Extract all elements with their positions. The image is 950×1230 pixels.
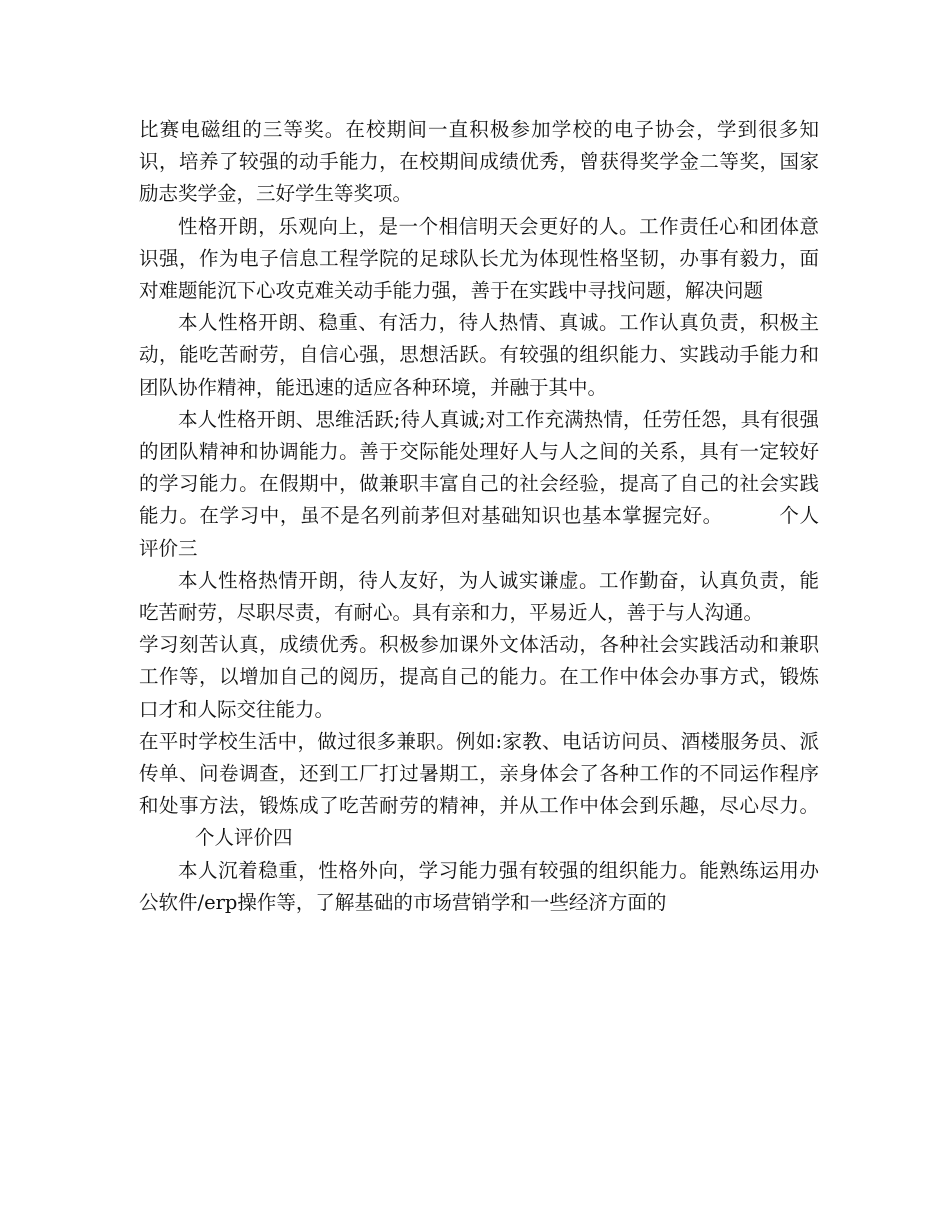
paragraph-5-text: 本人性格热情开朗，待人友好，为人诚实谦虚。工作勤奋，认真负责，能吃苦耐劳，尽职尽责，有耐心。具有亲和力，平易近人，善于与人沟通。 [139, 568, 819, 625]
document-body [139, 114, 819, 919]
paragraph-8 [139, 855, 819, 919]
paragraph-3 [139, 307, 819, 404]
section-heading-evaluation-4: 个人评价四 [195, 826, 293, 850]
paragraph-3-text: 本人性格开朗、稳重、有活力，待人热情、真诚。工作认真负责，积极主动，能吃苦耐劳，自信心强，思想活跃。有较强的组织能力、实践动手能力和团队协作精神，能迅速的适应各种环境，并融于其中。 [139, 311, 819, 399]
paragraph-8-text: 本人沉着稳重，性格外向，学习能力强有较强的组织能力。能熟练运用办公软件/erp操作等，了解基础的市场营销学和一些经济方面的 [139, 858, 819, 914]
paragraph-6-text: 学习刻苦认真，成绩优秀。积极参加课外文体活动，各种社会实践活动和兼职工作等，以增加自己的阅历，提高自己的能力。在工作中体会办事方式，锻炼口才和人际交往能力。 [139, 633, 819, 721]
paragraph-6 [139, 629, 819, 726]
paragraph-4 [139, 404, 819, 565]
paragraph-1-text: 比赛电磁组的三等奖。在校期间一直积极参加学校的电子协会，学到很多知识，培养了较强的动手能力，在校期间成绩优秀，曾获得奖学金二等奖，国家励志奖学金，三好学生等奖项。 [139, 118, 819, 206]
paragraph-2 [139, 211, 819, 308]
paragraph-4-text: 本人性格开朗、思维活跃;待人真诚;对工作充满热情，任劳任怨，具有很强的团队精神和协调能力。善于交际能处理好人与人之间的关系，具有一定较好的学习能力。在假期中，做兼职丰富自己的社会经验，提高了自己的社会实践能力。在学习中，虽不是名列前茅但对基础知识也基本掌握完好。 [139, 407, 819, 528]
paragraph-1 [139, 114, 819, 211]
paragraph-2-text: 性格开朗，乐观向上，是一个相信明天会更好的人。工作责任心和团体意识强，作为电子信息工程学院的足球队长尤为体现性格坚韧，办事有毅力，面对难题能沉下心攻克难关动手能力强，善于在实践中寻找问题，解决问题 [139, 214, 819, 303]
paragraph-7-text: 在平时学校生活中，做过很多兼职。例如:家教、电话访问员、酒楼服务员、派传单、问卷调查，还到工厂打过暑期工，亲身体会了各种工作的不同运作程序和处事方法，锻炼成了吃苦耐劳的精神，并从工作中体会到乐趣，尽心尽力。 [139, 729, 819, 818]
paragraph-5 [139, 565, 819, 629]
section-heading-evaluation-3: 个人评价三 [139, 504, 819, 560]
paragraph-7 [139, 726, 819, 855]
